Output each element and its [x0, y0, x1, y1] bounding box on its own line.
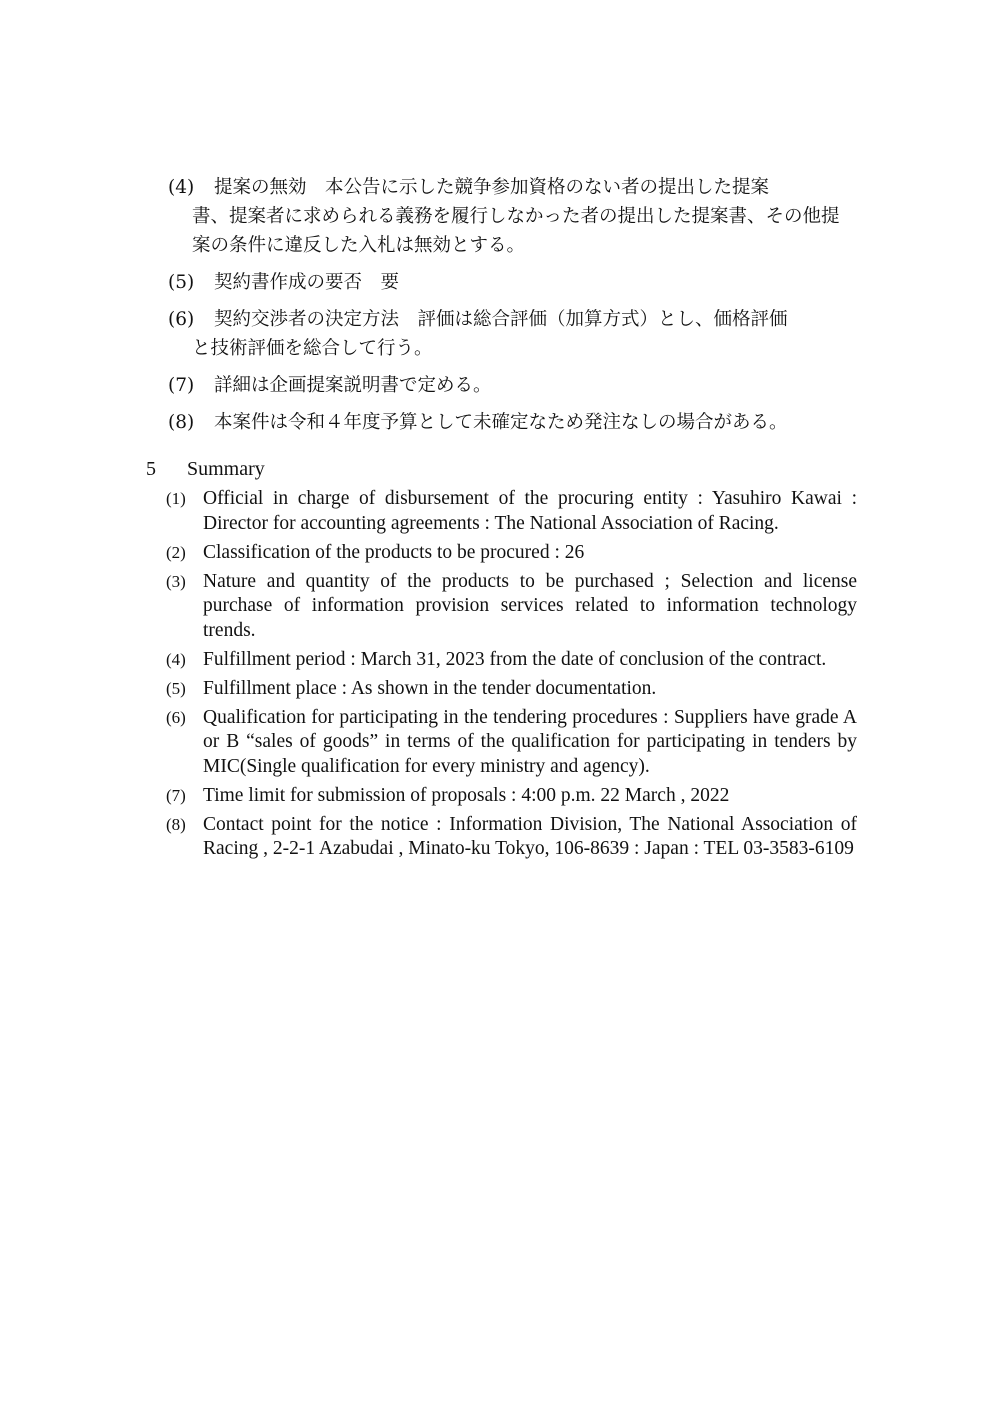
jp-clause-8 [168, 408, 848, 437]
item-text: Nature and quantity of the products to be purchased ; Selection and license purchase of information provision services related to information technology trends. [203, 570, 857, 641]
jp-clause-7 [168, 371, 848, 400]
summary-item-4 [166, 648, 857, 673]
item-number: (2) [166, 542, 186, 562]
summary-item-5 [166, 677, 857, 702]
item-text: Classification of the products to be procured : 26 [203, 541, 585, 563]
item-number: (5) [166, 678, 186, 698]
jp-clause-number: (8) [168, 412, 195, 433]
item-text: Official in charge of disbursement of the procuring entity : Yasuhiro Kawai : Director for accounting agreements : The National Association of Racing. [203, 488, 857, 534]
item-number: (1) [166, 489, 186, 508]
summary-item-1 [166, 487, 857, 536]
jp-clause-6 [168, 305, 848, 363]
item-text: Qualification for participating in the tendering procedures : Suppliers have grade A or B “sales of goods” in terms of the qualification for participating in tenders by MIC(Single qualification for every ministry and agency). [203, 706, 857, 777]
jp-clause-text: 提案の無効 本公告に示した競争参加資格のない者の提出した提案 [214, 177, 770, 198]
item-number: (8) [166, 814, 186, 834]
jp-clause-continuation: 書、提案者に求められる義務を履行しなかった者の提出した提案書、その他提案の条件に違反した入札は無効とする。 [192, 206, 840, 256]
japanese-clause-list [168, 173, 848, 445]
summary-list [166, 487, 857, 866]
summary-heading [146, 456, 265, 482]
item-number: (7) [166, 785, 186, 805]
jp-clause-text: 本案件は令和４年度予算として未確定なため発注なしの場合がある。 [214, 412, 788, 433]
jp-clause-5 [168, 268, 848, 297]
item-text: Contact point for the notice : Information Division, The National Association of Racing , 2-2-1 Azabudai , Minato-ku Tokyo, 106-8639 : Japan : TEL 03-3583-6109 [203, 813, 857, 859]
summary-item-7 [166, 784, 857, 809]
item-text: Fulfillment place : As shown in the tender documentation. [203, 677, 657, 699]
item-number: (3) [166, 571, 186, 591]
item-number: (4) [166, 649, 186, 669]
jp-clause-text: 契約書作成の要否 要 [214, 272, 400, 293]
summary-item-3 [166, 570, 857, 644]
summary-item-2 [166, 541, 857, 566]
item-number: (6) [166, 707, 186, 727]
jp-clause-number: (5) [168, 272, 195, 293]
jp-clause-number: (7) [168, 375, 195, 396]
summary-item-6 [166, 706, 857, 780]
summary-item-8 [166, 813, 857, 862]
section-number: 5 [146, 458, 156, 480]
jp-clause-4 [168, 173, 848, 260]
jp-clause-continuation: と技術評価を総合して行う。 [192, 338, 433, 359]
jp-clause-text: 詳細は企画提案説明書で定める。 [214, 375, 492, 396]
jp-clause-number: (6) [168, 309, 195, 330]
item-text: Time limit for submission of proposals : 4:00 p.m. 22 March , 2022 [203, 784, 730, 806]
jp-clause-number: (4) [168, 177, 195, 198]
section-title: Summary [187, 458, 265, 480]
jp-clause-text: 契約交渉者の決定方法 評価は総合評価（加算方式）とし、価格評価 [214, 309, 788, 330]
item-text: Fulfillment period : March 31, 2023 from the date of conclusion of the contract. [203, 648, 827, 670]
